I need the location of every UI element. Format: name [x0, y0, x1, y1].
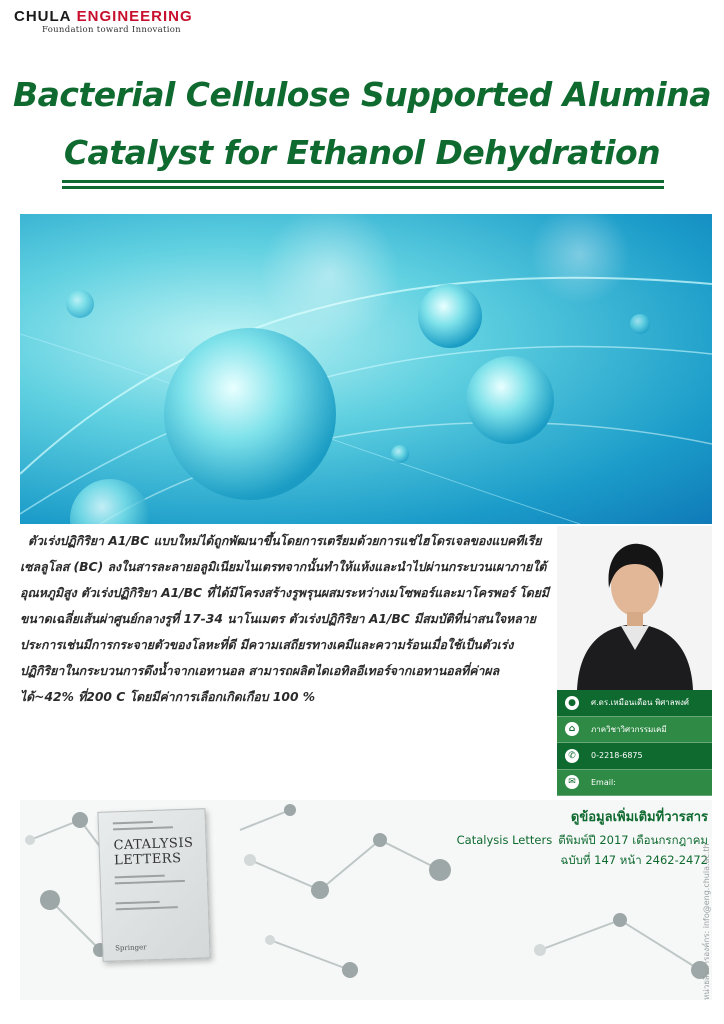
researcher-email-label: Email: — [591, 777, 616, 787]
title-line-1: Bacterial Cellulose Supported Alumina — [12, 75, 712, 114]
journal-cover-title — [113, 836, 194, 869]
chula-engineering-logo — [14, 8, 193, 35]
journal-cover-title-line-1: CATALYSIS — [113, 835, 194, 854]
info-row-department — [557, 717, 712, 744]
citation-issue: ฉบับที่ 147 หน้า 2462-2472 — [560, 853, 708, 867]
logo-chula-text: CHULA — [14, 8, 72, 25]
title-divider-top — [62, 180, 664, 183]
info-row-email — [557, 770, 712, 797]
home-icon: ⌂ — [565, 722, 579, 736]
info-row-name — [557, 690, 712, 717]
page-title — [0, 66, 724, 182]
citation-published: ตีพิมพ์ปี 2017 เดือนกรกฎาคม — [558, 833, 708, 847]
researcher-photo — [557, 526, 712, 690]
info-row-phone — [557, 743, 712, 770]
logo-engineering-text: ENGINEERING — [76, 8, 193, 25]
person-icon: ● — [565, 696, 579, 710]
journal-cover — [97, 808, 210, 962]
phone-icon: ✆ — [565, 749, 579, 763]
title-line-2: Catalyst for Ethanol Dehydration — [63, 133, 661, 172]
researcher-phone: 0-2218-6875 — [591, 751, 643, 761]
journal-cover-title-line-2: LETTERS — [113, 851, 182, 869]
researcher-name: ศ.ดร.เหมือนเดือน พิศาลพงศ์ — [591, 698, 689, 708]
logo-tagline: Foundation toward Innovation — [42, 25, 181, 35]
contact-side-note: หน่วยสื่อสารองค์กร: info@eng.chula.ac.th — [702, 843, 711, 1000]
journal-publisher: Springer — [115, 943, 147, 953]
citation-block — [457, 806, 708, 870]
citation-heading: ดูข้อมูลเพิ่มเติมที่วารสาร — [570, 810, 708, 825]
researcher-portrait — [557, 526, 712, 690]
researcher-department: ภาควิชาวิศวกรรมเคมี — [591, 724, 667, 734]
citation-journal: Catalysis Letters — [456, 833, 553, 847]
researcher-info — [557, 690, 712, 796]
hero-illustration — [20, 214, 712, 524]
email-icon: ✉ — [565, 775, 579, 789]
title-divider-bottom — [62, 186, 664, 189]
hero-image-cells — [20, 214, 712, 524]
body-paragraph: ตัวเร่งปฏิกิริยา A1/BC แบบใหม่ได้ถูกพัฒนาขึ้นโดยการเตรียมด้วยการแช่ไฮโดรเจลของแบคทีเรียเซลลูโลส (BC) ลงในสารละลายอลูมิเนียมไนเตรทจากนั้นทำให้แห้งและนำไปผ่านกระบวนเผาภายใต้อุณหภูมิสูง ตัวเร่งปฏิกิริยา A1/BC ที่ได้มีโครงสร้างรูพรุนผสมระหว่างเมโซพอร์และมาโครพอร์ โดยมีขนาดเฉลี่ยเส้นผ่าศูนย์กลางรูที่ 17-34 นาโนเมตร ตัวเร่งปฏิกิริยา A1/BC มีสมบัติที่น่าสนใจหลายประการเช่นมีการกระจายตัวของโลหะที่ดี มีความเสถียรทางเคมีและความร้อนเมื่อใช้เป็นตัวเร่งปฏิกิริยาในกระบวนการดึงน้ำจากเอทานอล สามารถผลิตไดเอทิลอีเทอร์จากเอทานอลที่ค่าผลได้~42% ที่200 C โดยมีค่าการเลือกเกิดเกือบ 100 % — [20, 534, 550, 704]
